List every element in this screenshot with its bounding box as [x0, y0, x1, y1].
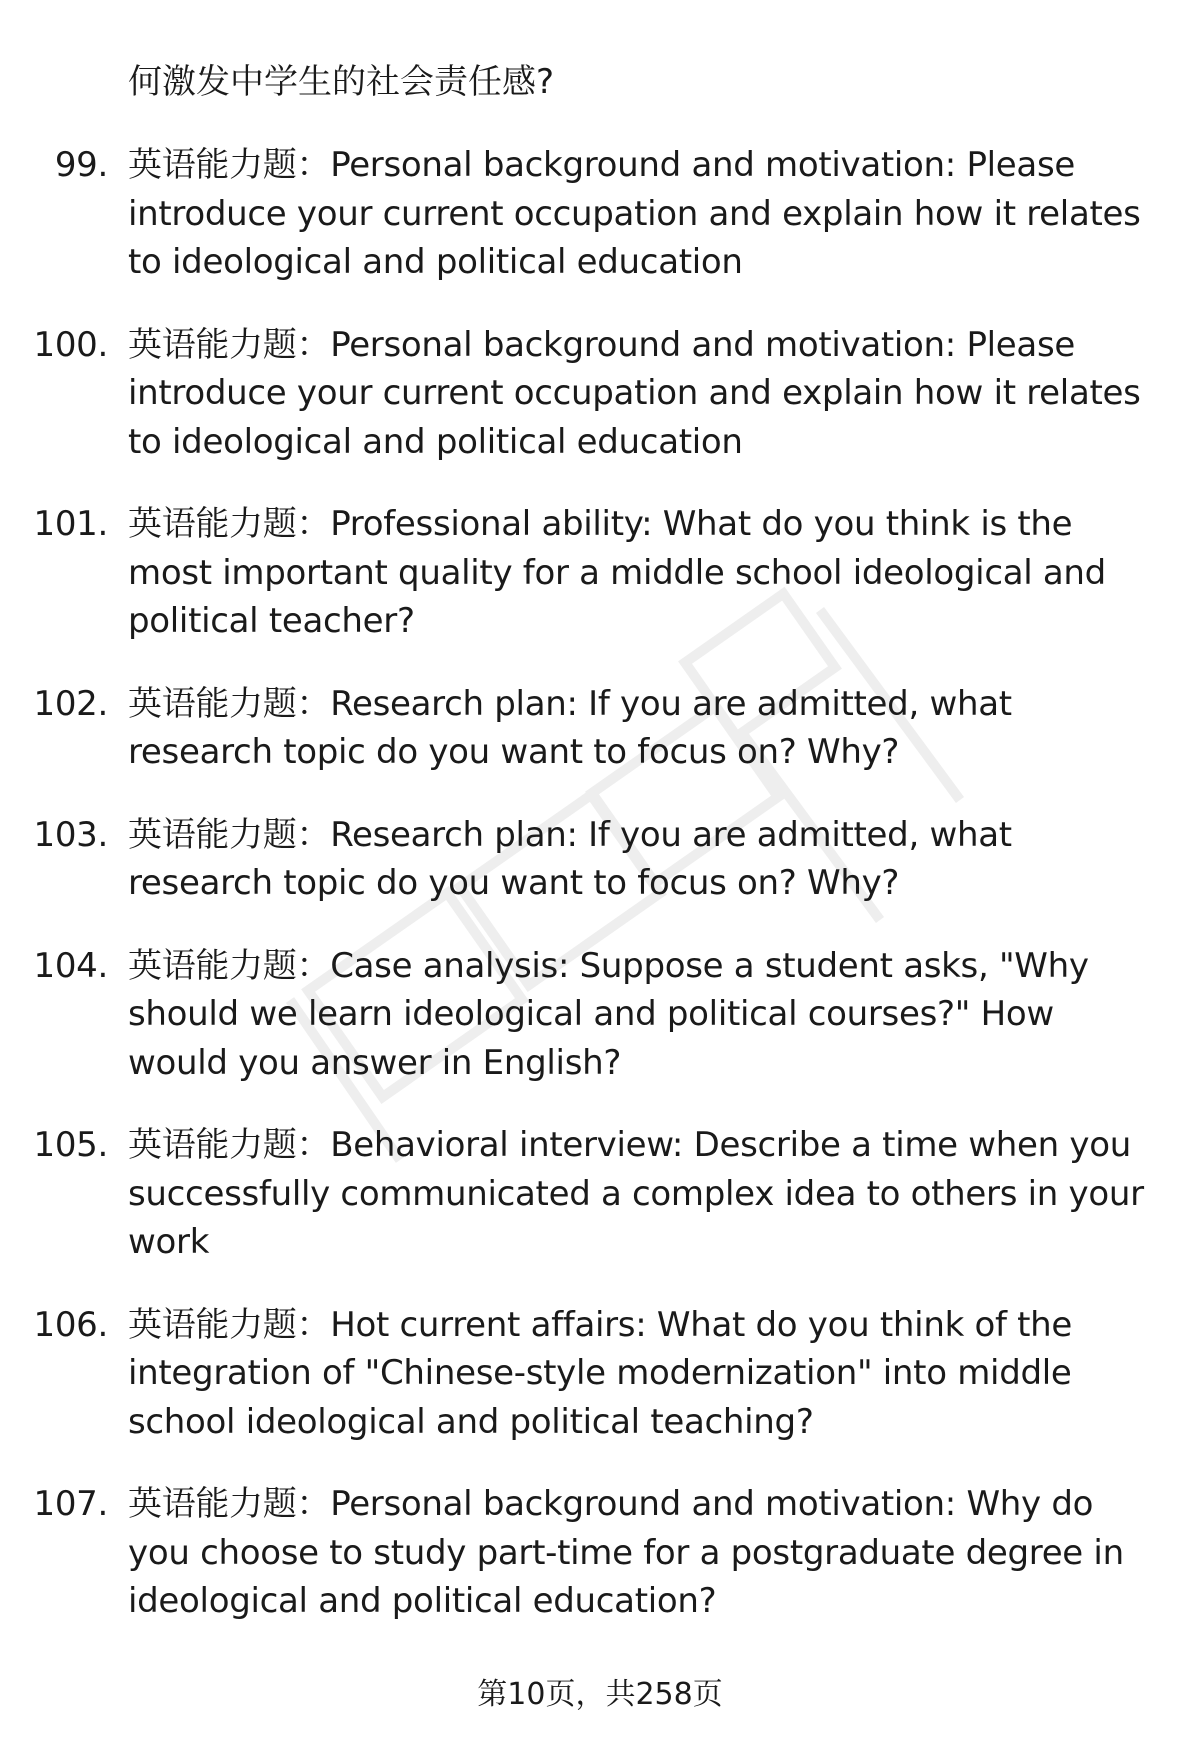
question-text: 英语能力题：Personal background and motivation: Please introduce your current occupation and explain how it relates to ideological and political education — [128, 324, 1141, 462]
question-text: 英语能力题：Personal background and motivation: Why do you choose to study part-time for a postgraduate degree in ideological and political education? — [128, 1484, 1124, 1621]
question-text: 英语能力题：Behavioral interview: Describe a time when you successfully communicated a complex idea to others in your work — [128, 1125, 1144, 1262]
question-number: 99. — [54, 145, 108, 185]
question-text: 英语能力题：Research plan: If you are admitted, what research topic do you want to focus on? Why? — [128, 683, 1012, 772]
question-item — [0, 942, 1200, 1088]
question-number: 100. — [33, 324, 108, 365]
question-item — [0, 1301, 1200, 1447]
question-list — [0, 141, 1200, 1660]
previous-question-continuation: 何激发中学生的社会责任感? — [128, 62, 555, 102]
question-number: 102. — [33, 683, 108, 724]
question-number: 103. — [33, 814, 108, 855]
page-number-footer: 第10页，共258页 — [477, 1677, 723, 1712]
question-number: 107. — [33, 1484, 108, 1524]
question-text: 英语能力题：Professional ability: What do you think is the most important quality for a middle school ideological and political teacher? — [128, 504, 1106, 641]
question-text: 英语能力题：Hot current affairs: What do you think of the integration of "Chinese-style modernization" into middle school ideological and political teaching? — [128, 1304, 1073, 1442]
question-text: 英语能力题：Research plan: If you are admitted, what research topic do you want to focus on? Why? — [128, 814, 1012, 903]
question-text: 英语能力题：Personal background and motivation: Please introduce your current occupation and explain how it relates to ideological and political education — [128, 145, 1141, 282]
question-item — [0, 1121, 1200, 1267]
question-item — [0, 811, 1200, 908]
question-item — [0, 321, 1200, 467]
question-item — [0, 680, 1200, 777]
question-text: 英语能力题：Case analysis: Suppose a student asks, "Why should we learn ideological and political courses?" How would you answer in English? — [128, 945, 1089, 1083]
question-number: 106. — [33, 1304, 108, 1345]
question-item — [0, 1480, 1200, 1626]
question-number: 105. — [33, 1125, 108, 1165]
question-number: 101. — [33, 504, 108, 544]
question-item — [0, 141, 1200, 287]
question-item — [0, 500, 1200, 646]
question-number: 104. — [33, 945, 108, 986]
